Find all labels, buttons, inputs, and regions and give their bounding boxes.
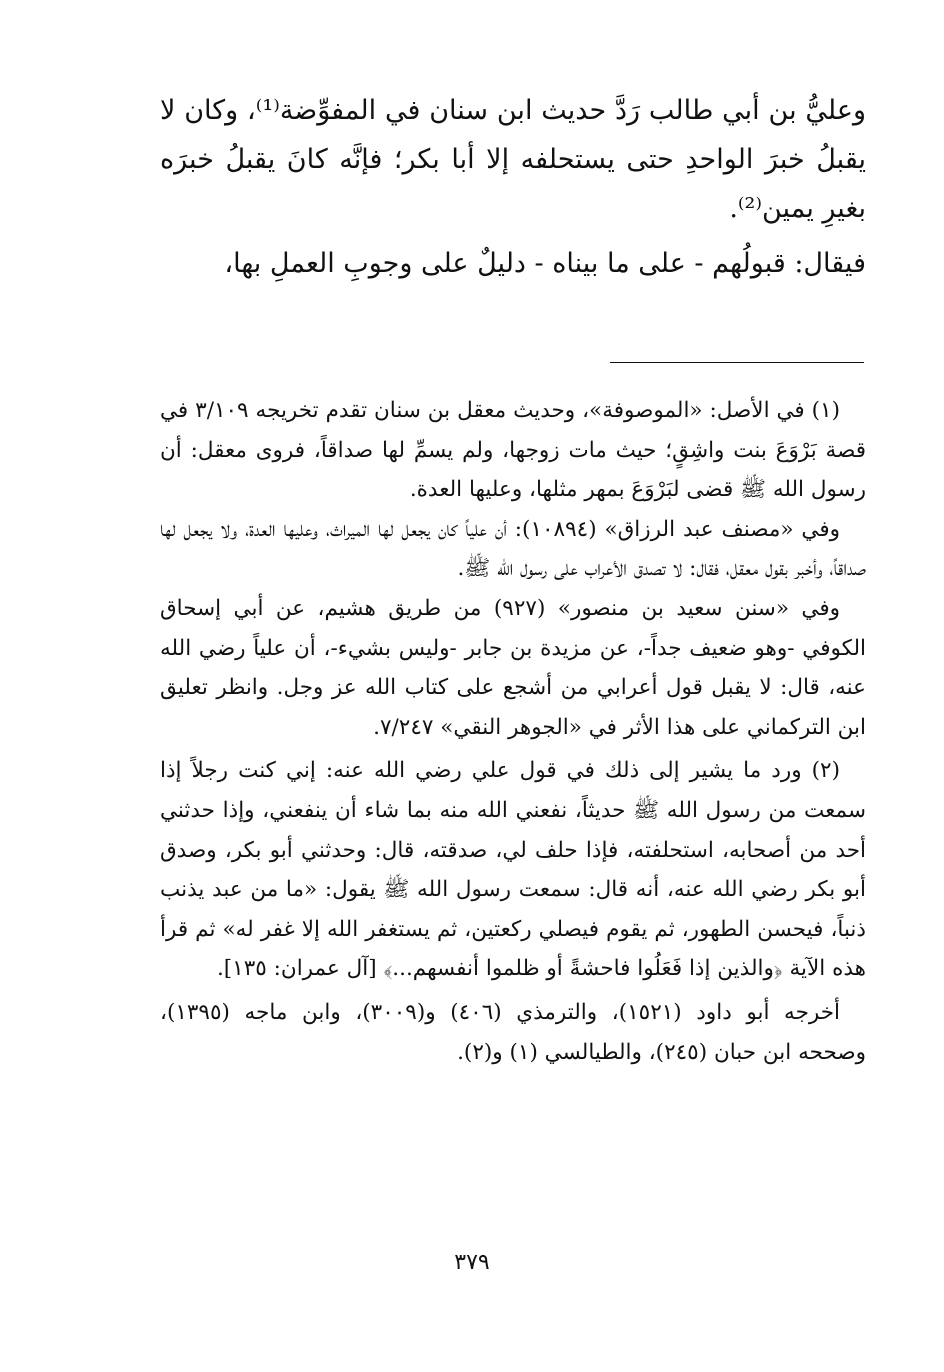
- main-paragraph-1: وعليُّ بن أبي طالب رَدَّ حديث ابن سنان في المفوِّضة⁽¹⁾، وكان لا يقبلُ خبرَ الواحدِ حتى يستحلفه إلا أبا بكر؛ فإنَّه كانَ يقبلُ خبرَه بغيرِ يمين⁽²⁾.: [160, 95, 866, 224]
- page-number: ٣٧٩: [454, 1250, 490, 1275]
- footnote-2-paragraph-2: أخرجه أبو داود (١٥٢١)، والترمذي (٤٠٦) و(٣٠٠٩)، وابن ماجه (١٣٩٥)، وصححه ابن حبان (٢٤٥)، والطيالسي (١) و(٢).: [160, 999, 866, 1065]
- footnotes: [160, 391, 866, 1072]
- footnote-1-paragraph-3: وفي «سنن سعيد بن منصور» (٩٢٧) من طريق هشيم، عن أبي إسحاق الكوفي -وهو ضعيف جداً-، عن مزيدة بن جابر -وليس بشيء-، أن علياً رضي الله عنه، قال: لا يقبل قول أعرابي من أشجع على كتاب الله عز وجل. وانظر تعليق ابن التركماني على هذا الأثر في «الجوهر النقي» ٧/٢٤٧.: [160, 595, 866, 740]
- footnote-1-paragraph-2: وفي «مصنف عبد الرزاق» (١٠٨٩٤): أن علياً كان يجعل لها الميراث، وعليها العدة، ولا يجعل لها صداقاً، وأخبر بقول معقل، فقال: لا تصدق الأعراب على رسول الله ﷺ.: [160, 516, 866, 582]
- main-text: [160, 86, 866, 288]
- main-paragraph-2: فيقال: قبولُهم - على ما بيناه - دليلٌ على وجوبِ العملِ بها،: [224, 248, 866, 279]
- footnote-1-paragraph-1: (١) في الأصل: «الموصوفة»، وحديث معقل بن سنان تقدم تخريجه ٣/١٠٩ في قصة بَرْوَعَ بنت واشِقٍ؛ حيث مات زوجها، ولم يسمِّ لها صداقاً، فروى معقل: أن رسول الله ﷺ قضى لبَرْوَعَ بمهر مثلها، وعليها العدة.: [160, 398, 866, 503]
- footnote-separator: [610, 362, 864, 363]
- footnote-2-paragraph-1: (٢) ورد ما يشير إلى ذلك في قول علي رضي الله عنه: إني كنت رجلاً إذا سمعت من رسول الله ﷺ حديثاً، نفعني الله منه بما شاء أن ينفعني، وإذا حدثني أحد من أصحابه، استحلفته، فإذا حلف لي، صدقته، قال: وحدثني أبو بكر، وصدق أبو بكر رضي الله عنه، أنه قال: سمعت رسول الله ﷺ يقول: «ما من عبد يذنب ذنباً، فيحسن الطهور، ثم يقوم فيصلي ركعتين، ثم يستغفر الله إلا غفر له» ثم قرأ هذه الآية ﴿والذين إذا فَعَلُوا فاحشةً أو ظلموا أنفسهم...﴾ [آل عمران: ١٣٥].: [160, 758, 866, 982]
